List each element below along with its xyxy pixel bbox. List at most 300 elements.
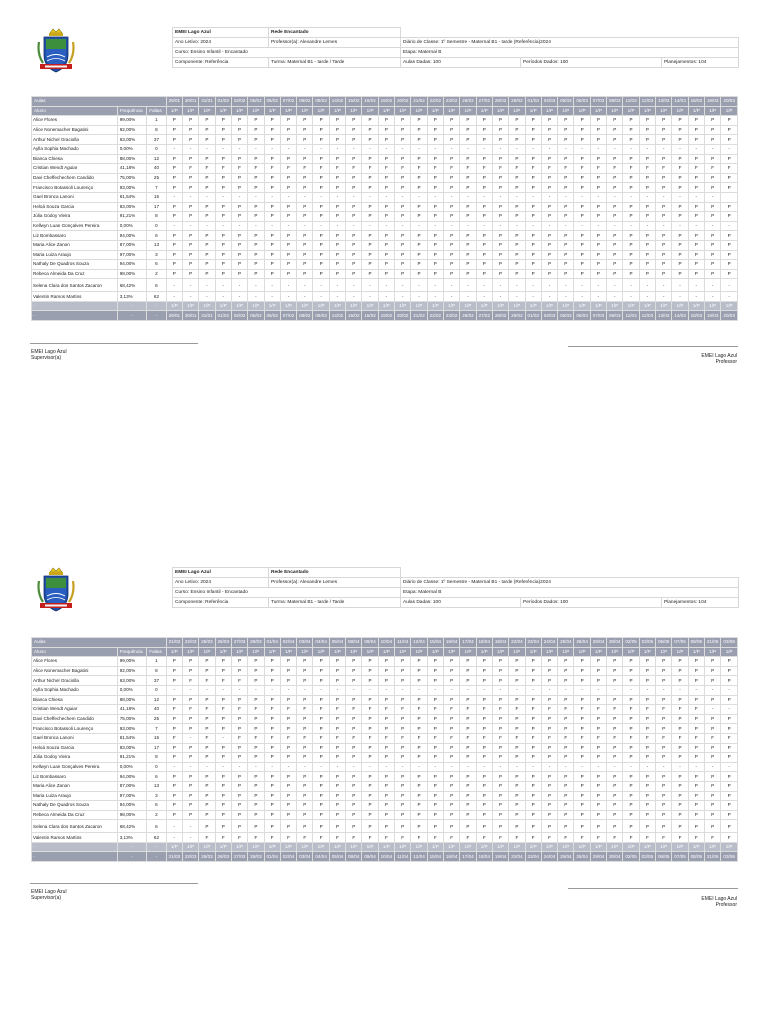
attendance-mark: P	[395, 666, 411, 676]
attendance-mark: P	[443, 135, 459, 145]
attendance-mark: P	[313, 125, 329, 135]
attendance-mark: F	[541, 733, 557, 743]
attendance-mark: P	[166, 676, 182, 686]
student-row	[32, 292, 738, 302]
attendance-mark: F	[411, 733, 427, 743]
attendance-mark: P	[721, 260, 738, 270]
date-header: 06/03	[574, 97, 590, 107]
attendance-mark: P	[525, 202, 541, 212]
student-row	[32, 666, 738, 676]
attendance-mark: -	[607, 221, 623, 231]
date-header: 11/04	[395, 638, 411, 648]
attendance-mark: F	[395, 705, 411, 715]
attendance-mark: P	[362, 173, 378, 183]
attendance-mark: P	[574, 714, 590, 724]
attendance-mark: -	[231, 279, 247, 292]
lessons-given: Aulas Dadas: 100	[401, 598, 521, 608]
attendance-mark: P	[476, 743, 492, 753]
attendance-mark: -	[182, 833, 198, 843]
attendance-mark: P	[297, 791, 313, 801]
attendance-mark: P	[346, 135, 362, 145]
attendance-mark: P	[280, 135, 296, 145]
period-footer: 1/P	[395, 842, 411, 852]
date-header: 23/02	[443, 97, 459, 107]
date-footer: 15/04	[427, 852, 443, 862]
attendance-mark: P	[541, 666, 557, 676]
student-row	[32, 676, 738, 686]
attendance-mark: P	[378, 676, 394, 686]
attendance-mark: P	[623, 154, 639, 164]
attendance-mark: P	[492, 791, 508, 801]
attendance-mark: P	[182, 801, 198, 811]
attendance-mark: -	[492, 292, 508, 302]
attendance-mark: P	[395, 125, 411, 135]
attendance-mark: P	[541, 743, 557, 753]
attendance-mark: P	[362, 202, 378, 212]
attendance-mark: F	[509, 833, 525, 843]
period-footer: 1/P	[329, 301, 345, 311]
attendance-mark: P	[411, 154, 427, 164]
attendance-mark: P	[525, 125, 541, 135]
attendance-mark: P	[541, 135, 557, 145]
date-footer: 21/05	[704, 852, 720, 862]
period-footer: 1/P	[264, 842, 280, 852]
attendance-mark: -	[199, 144, 215, 154]
attendance-mark: F	[476, 833, 492, 843]
attendance-mark: P	[476, 801, 492, 811]
attendance-mark: P	[329, 772, 345, 782]
attendance-mark: P	[443, 676, 459, 686]
attendance-mark: P	[590, 135, 606, 145]
attendance-mark: -	[639, 144, 655, 154]
attendance-mark: P	[166, 250, 182, 260]
period-header: 1/P	[476, 647, 492, 657]
attendance-mark: P	[166, 202, 182, 212]
attendance-mark: P	[574, 250, 590, 260]
student-name: Francisco Botassoli Lourenço	[32, 724, 118, 734]
attendance-mark: P	[558, 125, 574, 135]
attendance-mark: P	[395, 240, 411, 250]
period-header: 1/P	[443, 106, 459, 116]
attendance-mark: -	[182, 685, 198, 695]
supervisor-signature	[31, 889, 67, 901]
period-footer: 1/P	[329, 842, 345, 852]
attendance-mark: P	[280, 676, 296, 686]
attendance-mark: F	[558, 833, 574, 843]
student-frequency: 75,00%	[117, 714, 147, 724]
attendance-mark: P	[395, 781, 411, 791]
attendance-mark: P	[541, 781, 557, 791]
student-row	[32, 202, 738, 212]
period-footer: 1/P	[574, 301, 590, 311]
student-absences: 8	[147, 753, 166, 763]
attendance-mark: -	[443, 292, 459, 302]
date-footer: 17/04	[460, 852, 476, 862]
date-header: 21/03	[166, 638, 182, 648]
attendance-mark: F	[672, 164, 688, 174]
attendance-mark: P	[509, 154, 525, 164]
period-footer: 1/P	[378, 842, 394, 852]
attendance-mark: P	[656, 173, 672, 183]
attendance-mark: P	[248, 820, 264, 833]
attendance-mark: -	[395, 292, 411, 302]
attendance-mark: F	[264, 833, 280, 843]
attendance-mark: P	[346, 125, 362, 135]
attendance-mark: P	[411, 676, 427, 686]
attendance-mark: P	[199, 743, 215, 753]
attendance-mark: F	[427, 733, 443, 743]
attendance-mark: P	[264, 269, 280, 279]
attendance-mark: P	[541, 260, 557, 270]
attendance-mark: -	[329, 762, 345, 772]
student-absences: 62	[147, 292, 166, 302]
period-footer: 1/P	[656, 301, 672, 311]
attendance-mark: P	[509, 240, 525, 250]
attendance-mark: P	[182, 772, 198, 782]
attendance-mark: P	[607, 212, 623, 222]
attendance-mark: P	[215, 269, 231, 279]
attendance-mark: P	[280, 820, 296, 833]
attendance-mark: -	[297, 279, 313, 292]
attendance-mark: P	[558, 240, 574, 250]
attendance-mark: F	[297, 833, 313, 843]
period-footer: 1/P	[639, 842, 655, 852]
attendance-mark: P	[329, 781, 345, 791]
attendance-mark: P	[215, 657, 231, 667]
attendance-mark: P	[607, 231, 623, 241]
attendance-mark: P	[313, 240, 329, 250]
period-header: 1/P	[166, 106, 182, 116]
attendance-mark: P	[443, 202, 459, 212]
attendance-mark: P	[199, 753, 215, 763]
date-footer: 26/03	[215, 852, 231, 862]
attendance-mark: P	[215, 135, 231, 145]
teacher-name: Professor(a): Alexandre Lemes	[269, 578, 401, 588]
attendance-mark: F	[590, 705, 606, 715]
attendance-mark: P	[280, 743, 296, 753]
attendance-mark: P	[704, 231, 720, 241]
attendance-mark: P	[182, 240, 198, 250]
date-footer: 02/05	[623, 852, 639, 862]
attendance-mark: P	[166, 231, 182, 241]
attendance-mark	[721, 192, 738, 202]
attendance-mark: P	[443, 810, 459, 820]
attendance-mark: -	[362, 292, 378, 302]
attendance-mark: F	[313, 833, 329, 843]
period-footer: 1/P	[313, 842, 329, 852]
period-header: 1/P	[248, 647, 264, 657]
attendance-mark: P	[721, 676, 738, 686]
attendance-mark: P	[558, 810, 574, 820]
network-name: Rede Encantado	[269, 28, 401, 38]
attendance-mark: P	[443, 666, 459, 676]
date-footer: 16/04	[443, 852, 459, 862]
attendance-mark: F	[639, 705, 655, 715]
period-header: 1/P	[574, 106, 590, 116]
attendance-mark: P	[509, 743, 525, 753]
attendance-mark: -	[427, 685, 443, 695]
period-footer: 1/P	[411, 842, 427, 852]
attendance-mark: P	[329, 260, 345, 270]
attendance-mark: -	[215, 221, 231, 231]
date-footer: 21/03	[166, 852, 182, 862]
attendance-mark: -	[623, 762, 639, 772]
attendance-mark: -	[558, 685, 574, 695]
teacher-school: EMEI Lago Azul	[701, 353, 737, 359]
attendance-mark: P	[590, 240, 606, 250]
student-row	[32, 125, 738, 135]
attendance-mark: P	[231, 260, 247, 270]
attendance-mark: P	[313, 657, 329, 667]
attendance-mark: P	[721, 135, 738, 145]
student-frequency: 98,00%	[117, 269, 147, 279]
period-footer: 1/P	[182, 842, 198, 852]
attendance-mark: P	[329, 154, 345, 164]
attendance-mark: P	[248, 743, 264, 753]
attendance-mark: P	[623, 714, 639, 724]
attendance-mark: -	[672, 685, 688, 695]
attendance-mark: P	[182, 154, 198, 164]
attendance-mark: P	[590, 791, 606, 801]
attendance-mark: P	[721, 269, 738, 279]
attendance-mark: -	[166, 833, 182, 843]
attendance-mark: F	[460, 733, 476, 743]
attendance-mark: P	[460, 753, 476, 763]
attendance-mark: P	[248, 240, 264, 250]
attendance-mark: P	[280, 772, 296, 782]
date-footer: 30/04	[607, 852, 623, 862]
attendance-mark: P	[378, 240, 394, 250]
component-name: Componente: Referência	[173, 598, 269, 608]
attendance-mark: -	[639, 762, 655, 772]
attendance-mark: P	[460, 260, 476, 270]
period-footer: 1/P	[411, 301, 427, 311]
attendance-mark: -	[574, 279, 590, 292]
date-footer: 11/03	[623, 311, 639, 321]
attendance-mark: -	[215, 762, 231, 772]
attendance-mark: P	[460, 240, 476, 250]
date-footer: 26/02	[460, 311, 476, 321]
attendance-mark: P	[313, 231, 329, 241]
attendance-mark: P	[443, 801, 459, 811]
attendance-mark: P	[704, 676, 720, 686]
attendance-mark: P	[525, 791, 541, 801]
date-header: 19/02	[378, 97, 394, 107]
date-header: 08/05	[688, 638, 704, 648]
attendance-mark: -	[704, 705, 720, 715]
student-frequency: 97,00%	[117, 250, 147, 260]
attendance-mark: P	[476, 781, 492, 791]
date-footer: 29/02	[509, 311, 525, 321]
date-header: 10/04	[378, 638, 394, 648]
student-name: Valentin Ramos Martins	[32, 833, 118, 843]
attendance-mark: P	[574, 240, 590, 250]
attendance-mark: -	[215, 292, 231, 302]
date-header: 08/03	[607, 97, 623, 107]
attendance-mark: P	[248, 753, 264, 763]
attendance-mark: P	[590, 183, 606, 193]
attendance-mark: P	[607, 724, 623, 734]
class-header-table	[172, 27, 739, 68]
attendance-mark: P	[492, 772, 508, 782]
attendance-mark: P	[427, 714, 443, 724]
period-header: 1/P	[264, 647, 280, 657]
attendance-mark: P	[558, 724, 574, 734]
attendance-mark: P	[476, 269, 492, 279]
attendance-mark: P	[492, 666, 508, 676]
attendance-mark: P	[460, 791, 476, 801]
attendance-mark: P	[427, 724, 443, 734]
attendance-mark: -	[427, 192, 443, 202]
attendance-mark: P	[329, 269, 345, 279]
period-footer: 1/P	[525, 842, 541, 852]
attendance-mark: P	[362, 820, 378, 833]
attendance-mark: P	[231, 801, 247, 811]
attendance-mark: P	[443, 724, 459, 734]
attendance-mark: P	[280, 269, 296, 279]
attendance-mark: P	[395, 657, 411, 667]
attendance-mark: P	[656, 666, 672, 676]
attendance-mark: P	[721, 125, 738, 135]
attendance-mark: -	[297, 144, 313, 154]
student-row	[32, 221, 738, 231]
student-row	[32, 743, 738, 753]
attendance-mark: P	[329, 212, 345, 222]
attendance-mark: -	[346, 292, 362, 302]
attendance-mark: F	[329, 833, 345, 843]
attendance-mark: F	[182, 705, 198, 715]
attendance-mark: P	[525, 810, 541, 820]
attendance-mark: P	[656, 183, 672, 193]
lessons-given: Aulas Dadas: 100	[401, 58, 521, 68]
attendance-mark: P	[476, 724, 492, 734]
attendance-mark: P	[411, 772, 427, 782]
attendance-mark: P	[721, 250, 738, 260]
attendance-mark: P	[264, 801, 280, 811]
attendance-mark: -	[607, 192, 623, 202]
attendance-mark: -	[346, 685, 362, 695]
date-footer: 01/02	[215, 311, 231, 321]
attendance-mark: P	[313, 781, 329, 791]
date-footer: 07/03	[590, 311, 606, 321]
attendance-mark: P	[329, 250, 345, 260]
attendance-mark: P	[182, 125, 198, 135]
student-absences: 6	[147, 260, 166, 270]
student-row	[32, 791, 738, 801]
attendance-mark: P	[656, 260, 672, 270]
attendance-mark: -	[443, 279, 459, 292]
attendance-mark: P	[411, 135, 427, 145]
attendance-mark: F	[525, 733, 541, 743]
student-frequency: 61,54%	[117, 733, 147, 743]
attendance-mark: F	[395, 164, 411, 174]
attendance-mark: F	[476, 164, 492, 174]
class-group: Turma: Maternal B1 - tarde / Tarde	[269, 598, 401, 608]
attendance-mark: P	[688, 173, 704, 183]
attendance-mark: P	[215, 183, 231, 193]
attendance-mark: P	[476, 125, 492, 135]
attendance-mark: -	[280, 279, 296, 292]
attendance-mark: -	[525, 279, 541, 292]
attendance-mark: -	[590, 762, 606, 772]
attendance-mark: P	[166, 125, 182, 135]
attendance-mark: P	[639, 666, 655, 676]
attendance-mark: P	[346, 820, 362, 833]
attendance-mark: P	[623, 657, 639, 667]
attendance-mark: P	[280, 724, 296, 734]
attendance-mark: P	[607, 240, 623, 250]
attendance-mark: P	[182, 250, 198, 260]
attendance-mark: F	[492, 705, 508, 715]
attendance-mark: P	[704, 724, 720, 734]
date-header: 28/03	[248, 638, 264, 648]
attendance-mark: P	[525, 269, 541, 279]
attendance-mark: P	[509, 260, 525, 270]
attendance-mark: -	[166, 762, 182, 772]
date-header: 02/05	[623, 638, 639, 648]
period-header: 1/P	[215, 647, 231, 657]
attendance-mark: P	[623, 676, 639, 686]
student-frequency: 41,18%	[117, 164, 147, 174]
attendance-mark: -	[574, 144, 590, 154]
attendance-mark: -	[558, 279, 574, 292]
period-header: 1/P	[378, 106, 394, 116]
attendance-mark: -	[623, 279, 639, 292]
student-name: Liz Bombassaro	[32, 772, 118, 782]
attendance-mark: P	[215, 743, 231, 753]
attendance-mark: -	[460, 221, 476, 231]
student-frequency: 68,42%	[117, 279, 147, 292]
attendance-mark: P	[623, 791, 639, 801]
attendance-mark: P	[231, 810, 247, 820]
attendance-mark: P	[231, 820, 247, 833]
period-footer: 1/P	[704, 301, 720, 311]
attendance-mark: P	[656, 202, 672, 212]
attendance-mark: P	[460, 743, 476, 753]
attendance-mark: P	[443, 116, 459, 126]
student-absences: 3	[147, 791, 166, 801]
attendance-mark: F	[607, 733, 623, 743]
attendance-mark: P	[623, 116, 639, 126]
attendance-mark: P	[346, 250, 362, 260]
date-header: 11/03	[623, 97, 639, 107]
attendance-mark: F	[721, 833, 738, 843]
period-header: 1/P	[656, 106, 672, 116]
attendance-mark: P	[395, 269, 411, 279]
attendance-mark: -	[215, 192, 231, 202]
attendance-mark: -	[460, 144, 476, 154]
period-header: 1/P	[704, 106, 720, 116]
attendance-mark: -	[721, 685, 738, 695]
attendance-mark: P	[509, 791, 525, 801]
attendance-mark: P	[558, 714, 574, 724]
student-frequency: 3,13%	[117, 833, 147, 843]
attendance-mark: P	[264, 240, 280, 250]
period-header: 1/P	[443, 647, 459, 657]
attendance-mark: P	[362, 260, 378, 270]
attendance-mark: -	[721, 705, 738, 715]
attendance-mark: P	[607, 154, 623, 164]
attendance-mark: -	[476, 292, 492, 302]
attendance-mark: -	[460, 685, 476, 695]
attendance-mark: P	[280, 250, 296, 260]
attendance-mark: -	[607, 685, 623, 695]
student-absences: 2	[147, 810, 166, 820]
attendance-mark: F	[492, 833, 508, 843]
attendance-mark: P	[199, 240, 215, 250]
date-footer: 22/04	[509, 852, 525, 862]
period-header: 1/P	[460, 647, 476, 657]
